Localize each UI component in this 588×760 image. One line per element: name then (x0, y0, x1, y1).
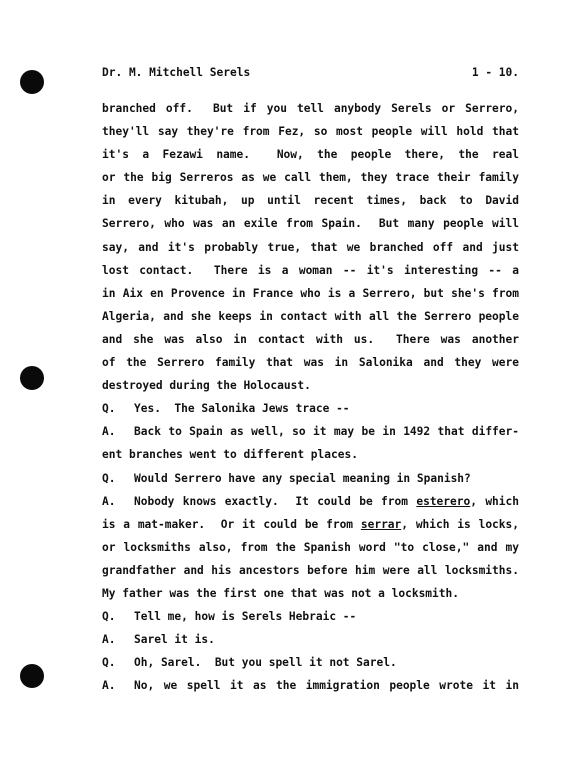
line-text: ent branches went to different places. (102, 448, 358, 462)
line-text: branched off. But if you tell anybody Serels or Serrero, (102, 102, 519, 115)
header-page-number: 1 - 10. (471, 66, 519, 79)
transcript-line (102, 120, 519, 143)
line-text: lost contact. There is a woman -- it's interesting -- a (102, 263, 519, 277)
transcript-line (102, 559, 519, 582)
speaker-label: Q. (102, 402, 116, 416)
speaker-label: Q. (102, 610, 116, 624)
line-text: grandfather and his ancestors before him were all locksmiths. (102, 563, 519, 577)
speaker-label: A. (102, 494, 116, 508)
transcript-line (102, 513, 519, 536)
line-text: My father was the first one that was not a locksmith. (102, 586, 459, 600)
line-text: Sarel it is. (134, 633, 215, 647)
line-text: say, and it's probably true, that we branched off and just (102, 240, 519, 254)
speaker-label: Q. (102, 471, 116, 485)
line-text: destroyed during the Holocaust. (102, 379, 311, 393)
transcript-line (102, 282, 519, 305)
line-text: Nobody knows exactly. It could be from (134, 494, 417, 508)
line-text: in every kitubah, up until recent times, back to David (102, 194, 519, 208)
underlined-term: esterero (416, 494, 471, 508)
transcript-line (102, 166, 519, 189)
transcript-line (102, 305, 519, 328)
line-text: or the big Serreros as we call them, they trace their family (102, 171, 519, 185)
binder-hole (20, 70, 44, 94)
underlined-term: serrar (360, 517, 402, 531)
transcript-line (102, 328, 519, 351)
transcript-line (102, 374, 519, 397)
line-text: of the Serrero family that was in Salonika and they were (102, 356, 519, 370)
transcript-line (102, 259, 519, 282)
line-text: and she was also in contact with us. There was another (102, 332, 519, 346)
transcript-line (102, 674, 519, 697)
transcript-line (102, 536, 519, 559)
transcript-line (102, 143, 519, 166)
line-text: Algeria, and she keeps in contact with all the Serrero people (102, 309, 519, 323)
transcript-line (102, 420, 519, 443)
transcript-line (102, 490, 519, 513)
binder-hole (20, 366, 44, 390)
transcript-line (102, 467, 519, 490)
transcript-line (102, 351, 519, 374)
speaker-label: A. (102, 425, 116, 439)
line-text: is a mat-maker. Or it could be from (102, 517, 361, 531)
line-text: Tell me, how is Serels Hebraic -- (134, 610, 357, 624)
line-text: No, we spell it as the immigration people wrote it in (134, 679, 519, 693)
line-text: , which is locks, (401, 517, 519, 531)
line-text: they'll say they're from Fez, so most people will hold that (102, 125, 519, 139)
transcript-body (102, 97, 519, 697)
transcript-line (102, 236, 519, 259)
line-text: , which (470, 494, 519, 508)
line-text: in Aix en Provence in France who is a Serrero, but she's from (102, 286, 519, 300)
binder-hole (20, 664, 44, 688)
transcript-line (102, 651, 519, 674)
transcript-line (102, 605, 519, 628)
line-text: Yes. The Salonika Jews trace -- (134, 402, 350, 416)
header-author: Dr. M. Mitchell Serels (102, 66, 251, 79)
transcript-line (102, 212, 519, 235)
transcript-line (102, 582, 519, 605)
transcript-line (102, 97, 519, 120)
speaker-label: A. (102, 633, 116, 647)
line-text: Would Serrero have any special meaning in Spanish? (134, 471, 471, 485)
line-text: or locksmiths also, from the Spanish word "to close," and my (102, 540, 519, 554)
speaker-label: A. (102, 679, 116, 693)
line-text: it's a Fezawi name. Now, the people there, the real (102, 148, 519, 162)
line-text: Oh, Sarel. But you spell it not Sarel. (134, 656, 397, 670)
line-text: Back to Spain as well, so it may be in 1492 that differ- (134, 425, 519, 439)
line-text: Serrero, who was an exile from Spain. But many people will (102, 217, 519, 231)
transcript-line (102, 189, 519, 212)
transcript-line (102, 443, 519, 466)
speaker-label: Q. (102, 656, 116, 670)
transcript-line (102, 397, 519, 420)
transcript-line (102, 628, 519, 651)
